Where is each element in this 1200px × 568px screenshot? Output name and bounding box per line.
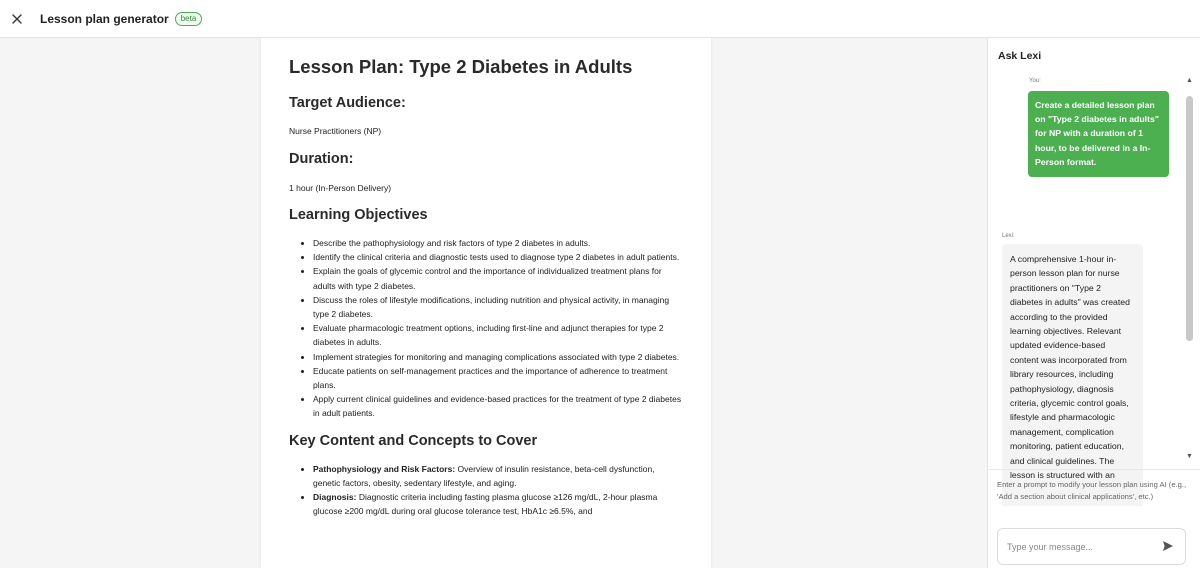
panel-divider xyxy=(987,469,1200,470)
user-label: You: xyxy=(1029,78,1041,84)
content-item-term: Diagnosis: xyxy=(313,492,357,503)
chat-history[interactable] xyxy=(988,74,1186,506)
send-icon xyxy=(1161,539,1175,553)
duration-heading: Duration: xyxy=(289,151,354,167)
content-item-text: Diagnostic criteria including fasting plasma glucose ≥126 mg/dL, 2-hour plasma glucose ≥200 mg/dL during oral glucose tolerance test, HbA1c ≥6.5%, and xyxy=(313,492,658,517)
audience-text: Nurse Practitioners (NP) xyxy=(289,126,382,136)
content-item-text: Overview of insulin resistance, beta-cell dysfunction, genetic factors, obesity, sedentary lifestyle, and aging. xyxy=(313,463,655,488)
user-message-bubble: Create a detailed lesson plan on "Type 2 diabetes in adults" for NP with a duration of 1 hour, to be delivered in a In-Person format. xyxy=(1028,91,1169,177)
assistant-label: Lexi: xyxy=(1002,233,1015,239)
audience-heading: Target Audience: xyxy=(289,95,406,111)
chevron-down-icon[interactable]: ▼ xyxy=(1186,453,1193,460)
lesson-plan-document xyxy=(261,38,711,568)
objective-item: • Implement strategies for monitoring and managing complications associated with type 2 diabetes. xyxy=(313,350,683,364)
panel-title: Ask Lexi xyxy=(998,50,1042,62)
objective-item: • Identify the clinical criteria and diagnostic tests used to diagnose type 2 diabetes in adult patients. xyxy=(313,250,683,264)
content-item xyxy=(313,490,683,518)
content-list xyxy=(289,462,683,519)
objective-item: • Explain the goals of glycemic control and the importance of individualized treatment plans for adults with type 2 diabetes. xyxy=(313,264,683,292)
content-item xyxy=(313,462,683,490)
objective-item: • Discuss the roles of lifestyle modifications, including nutrition and physical activity, in managing type 2 diabetes. xyxy=(313,293,683,321)
beta-badge: beta xyxy=(175,12,203,26)
objective-item: • Evaluate pharmacologic treatment options, including first-line and adjunct therapies for type 2 diabetes in adults. xyxy=(313,321,683,349)
assistant-message-bubble: A comprehensive 1-hour in-person lesson plan for nurse practitioners on "Type 2 diabetes in adults" was created according to the provided learning objectives. Relevant updated evidence-based content was incorporated from library resources, including pathophysiology, diagnosis criteria, glycemic control goals, lifestyle and pharmacologic management, complication monitoring, patient education, and clinical guidelines. The lesson is structured with an xyxy=(1002,244,1143,506)
top-bar xyxy=(0,0,1200,38)
content-item-term: Pathophysiology and Risk Factors: xyxy=(313,463,456,474)
objectives-heading: Learning Objectives xyxy=(289,207,428,223)
send-button[interactable] xyxy=(1161,539,1175,553)
objectives-list xyxy=(289,236,683,421)
close-button[interactable] xyxy=(10,12,24,26)
chevron-up-icon[interactable]: ▲ xyxy=(1186,77,1193,84)
app-title: Lesson plan generator xyxy=(40,11,169,26)
chat-scrollbar-thumb[interactable] xyxy=(1186,96,1193,341)
duration-text: 1 hour (In-Person Delivery) xyxy=(289,183,392,193)
content-heading: Key Content and Concepts to Cover xyxy=(289,432,538,449)
document-title: Lesson Plan: Type 2 Diabetes in Adults xyxy=(289,56,633,77)
message-input[interactable] xyxy=(997,528,1186,565)
objective-item: • Educate patients on self-management practices and the importance of adherence to treatment plans. xyxy=(313,364,683,392)
prompt-hint: Enter a prompt to modify your lesson plan using AI (e.g., 'Add a section about clinical applications', etc.) xyxy=(997,480,1187,502)
objective-item: • Describe the pathophysiology and risk factors of type 2 diabetes in adults. xyxy=(313,236,683,250)
objective-item: • Apply current clinical guidelines and evidence-based practices for the treatment of type 2 diabetes in adult patients. xyxy=(313,392,683,420)
close-icon xyxy=(12,14,22,24)
